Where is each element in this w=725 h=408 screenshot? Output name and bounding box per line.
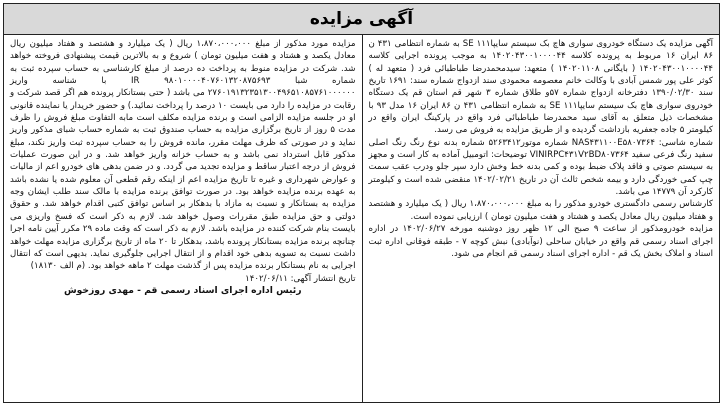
publish-date: تاریخ انتشار آگهی: ۱۴۰۲/۰۶/۱۱ — [245, 273, 356, 284]
right-column — [362, 35, 720, 402]
paragraph: شماره شاسی: NAS۴۳۱۱۰۰E۵۸۰۷۳۶۴ شماره موتور۵۲۶۳۴۱۲ شماره بدنه نوع رنگ رنگ اصلی سفید رنگ فرعی سفید VINIRPC۴۳۱V۲BD۸۰۷۳۶۴ توضیحات: اتومبیل آماده به کار است و مجهز به سیستم صوتی و فاقد پلاک ضبط بوده و کمی بدنه خط وخش دارد سپر جلو ودرب عقب سمت چپ کمی خوردگی دارد و بیمه شخص ثالث آن در تاریخ ۱۴۰۲/۰۲/۲۱ منقضی شده است و کیلومتر کارکرد آن ۱۴۷۷۹ می باشد. — [368, 137, 713, 198]
notice-title: آگهی مزایده — [309, 9, 414, 29]
notice-frame — [3, 3, 720, 403]
paragraph: کارشناس رسمی دادگستری خودرو مذکور را به مبلغ ۱،۸۷۰،۰۰۰،۰۰۰ ریال ( یک میلیارد و هشتصد و هفتاد میلیون ریال معادل یکصد و هشتاد و هفت میلیون تومان ) ارزیابی نموده است. — [368, 199, 713, 222]
title-bar — [4, 4, 719, 35]
notice-body — [4, 35, 719, 402]
paragraph: مزایده مورد مذکور از مبلغ ۱،۸۷۰،۰۰۰،۰۰۰ ریال ( یک میلیارد و هشتصد و هفتاد میلیون ریال معادل یکصد و هشتاد و هفت میلیون تومان ) شروع و به بالاترین قیمت پیشنهادی فروخته خواهد شد. شرکت در مزایده منوط به پرداخت ده درصد از مبلغ کارشناسی به حساب سپرده ثبت به شماره شبا IR ۹۸۰۱۰۰۰۰۴۰۷۶۰۱۳۲۰۸۷۵۶۹۳ با شناسه واریز ۲۷۶۰۱۹۱۳۲۳۵۱۳۰۰۴۹۶۵۱۰۸۵۷۶۱۰۰۰۰۰۰ می باشد ( حتی بستانکار پرونده هم اگر قصد شرکت و رقابت در مزایده را دارد می بایست ۱۰ درصد را پرداخت نمائید.) و حضور خریدار یا نماینده قانونی او در جلسه مزایده الزامی است و برنده مزایده مکلف است مابه التفاوت مبلغ فروش را ظرف مدت ۵ روز از تاریخ برگزاری مزایده به حساب صندوق ثبت به شماره حساب شبای مذکور واریز نماید و در صورتی که ظرف مهلت مقرر، مانده فروش را به حساب سپرده ثبت واریز نکند، مبلغ مذکور قابل استرداد نمی باشد و به حساب خزانه واریز خواهد شد. و در این صورت عملیات فروش از درجه اعتبار ساقط و مزایده تجدید می گردد. و در ضمن بدهی های خودرو اعم از مالیات و عوارض شهرداری و غیره تا تاریخ مزایده اعم از اینکه رقم قطعی آن معلوم شده یا نشده باشد به عهده برنده مزایده خواهد بود. در صورت توافق برنده مزایده با مالک سند طلب ایشان وجه مزایده به بستانکار و نسبت به مازاد با بدهکار بر اساس توافق کتبی اقدام خواهد شد. و حقوق دولتی و حق مزایده طبق مقررات وصول خواهد شد. لازم به ذکر است که فسخ واریزی می بایست بنام شرکت کننده در مزایده باشد. لازم به ذکر است که وقت ماده ۲۹ مکرر آیین نامه اجرا چنانچه برنده مزایده بستانکار پرونده باشد، بدهکار تا ۲۰ ماه از تاریخ برگزاری مزایده مهلت خواهد داشت نسبت به تسویه بدهی خود اقدام و از انتقال اجرایی جلوگیری نماید. بدیهی است که انتقال اجرایی به نام بستانکار برنده مزایده پس از گذشت مهلت ۲ ماهه خواهد بود. (م الف ۱۸۱۳۰) — [10, 39, 356, 272]
paragraph: آگهی مزایده یک دستگاه خودروی سواری هاچ بک سیستم سایپاSE ۱۱۱ به شماره انتظامی ۴۳۱ ن ۸۶ ایران ۱۶ مربوط به پرونده کلاسه ۱۴۰۲۰۴۳۰۰۱۰۰۰۰۴۴ به موجب پرونده اجرایی کلاسه ۱۴۰۲۰۴۳۰۰۱۰۰۰۰۴۴ ( بایگانی ۱۴۰۲۰۱۱۰۸ ) متعهد: سیدمحمدرضا طباطبائی فرد ( متعهد له ) کوثر علی پور شمس آبادی با وکالت خانم معصومه محمودی سند ازدواج شماره سند: ۱۶۹۱ تاریخ سند ۱۳۹۰/۰۲/۳۰ دفترخانه ازدواج شماره ۵۷و طلاق شماره ۳ شهر قم استان قم یک دستگاه خودروی سواری هاچ بک سیستم سایپاSE ۱۱۱ به شماره انتظامی ۴۳۱ ن ۸۶ ایران ۱۶ مدل ۹۳ با مشخصات ذیل متعلق به آقای سید محمدرضا طباطبائی فرد واقع در پارکینگ ایران واقع در کیلومتر ۵ جاده جعفریه بازداشت گردیده و از طریق مزایده به فروش می رسد. — [368, 39, 713, 136]
paragraph: مزایده خودرومذکور از ساعت ۹ صبح الی ۱۲ ظهر روز دوشنبه مورخه ۱۴۰۲/۰۶/۲۷ در اداره اجرای اسناد رسمی قم واقع در خیابان ساحلی (نوآبادی) نبش کوچه ۷ - طبقه فوقانی اداره ثبت اسناد و املاک بخش یک قم - اداره اجرای اسناد رسمی قم انجام می شود. — [368, 224, 714, 259]
signature: رئیس اداره اجرای اسناد رسمی قم - مهدی روزخوش — [63, 284, 302, 296]
left-column — [4, 35, 362, 402]
